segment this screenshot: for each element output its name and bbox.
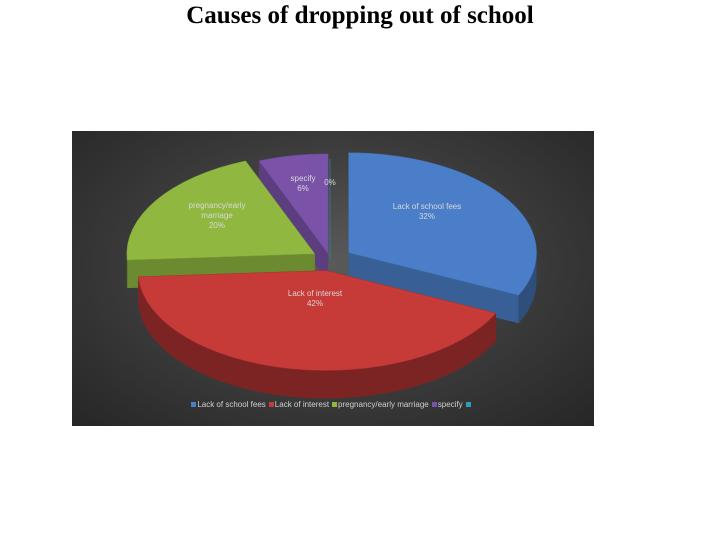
legend-label-pregnancy-early-marriage: pregnancy/early marriage [338,400,429,409]
slide-title: Causes of dropping out of school [186,2,534,29]
legend-swatch-lack-of-school-fees [191,402,196,407]
data-label-pregnancy-early-marriage: pregnancy/early marriage 20% [188,201,246,230]
pie-chart [72,131,594,426]
legend-swatch-lack-of-interest [269,402,274,407]
legend [72,400,594,409]
legend-item-pregnancy-early-marriage [332,400,429,409]
chart-panel [72,131,594,426]
legend-label-lack-of-interest: Lack of interest [274,400,330,409]
legend-item-lack-of-interest [269,400,329,409]
data-label-lack-of-interest: Lack of interest 42% [287,289,343,308]
data-label-unlabeled: 0% [324,178,336,187]
legend-swatch-unlabeled [466,402,471,407]
legend-item-lack-of-school-fees [191,400,265,409]
legend-swatch-specify [432,402,437,407]
legend-label-lack-of-school-fees: Lack of school fees [197,400,266,409]
legend-label-specify: specify [437,400,463,409]
data-label-specify: specify 6% [290,174,316,193]
legend-item-specify [432,400,463,409]
legend-swatch-pregnancy-early-marriage [332,402,337,407]
legend-item-unlabeled [466,400,472,409]
data-label-lack-of-school-fees: Lack of school fees 32% [392,202,462,221]
